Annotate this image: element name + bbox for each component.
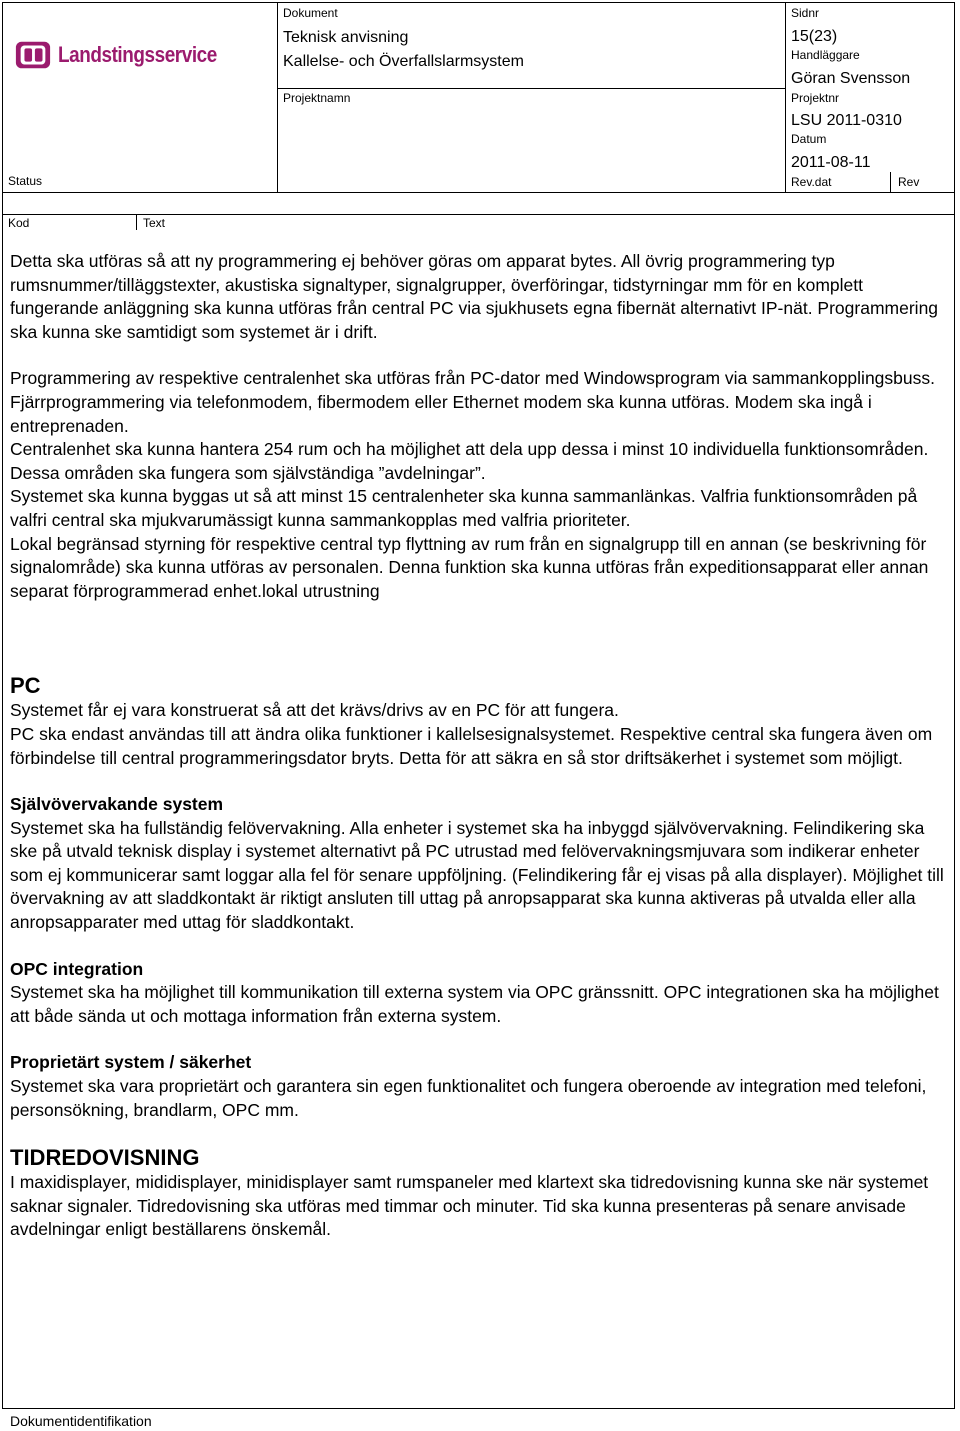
sidnr-value: 15(23) (791, 28, 838, 45)
document-title: Kallelse- och Överfallslarmsystem (283, 53, 524, 70)
document-header (2, 2, 955, 230)
document-body (10, 250, 952, 1242)
paragraph: Systemet ska ha möjlighet till kommunikation till externa system via OPC gränssnitt. OPC integrationen ska ha möjlighet att både sända ut och mottaga information från externa system. (10, 982, 939, 1026)
section-heading-pc: PC (10, 673, 41, 699)
projektnr-value: LSU 2011-0310 (791, 112, 902, 129)
projektnamn-label: Projektnamn (283, 91, 351, 105)
sidnr-label: Sidnr (791, 6, 820, 20)
logo-text: Landstingsservice (58, 42, 217, 67)
section-heading-proprietary: Proprietärt system / säkerhet (10, 1052, 252, 1073)
document-type: Teknisk anvisning (283, 29, 409, 46)
logo (14, 36, 243, 74)
section-heading-opc: OPC integration (10, 958, 144, 979)
handlaggare-label: Handläggare (791, 48, 860, 62)
rev-label: Rev (898, 175, 920, 189)
landstingsservice-logo-icon (14, 36, 52, 74)
paragraph: Systemet får ej vara konstruerat så att det krävs/drivs av en PC för att fungera. (10, 700, 619, 721)
status-label: Status (8, 174, 43, 188)
paragraph: Systemet ska ha fullständig felövervakning. Alla enheter i systemet ska ha inbyggd självövervakning. Felindikering ska ske på utvald teknisk display i systemet alternativt på PC utrustad med felövervakningsmjuvara som indikerar enheter som ej kommunicerar samt loggar alla fel för senare uppföljning. (Felindikering får ej visas på alla displayer). Möjlighet till övervakning av att sladdkontakt är riktigt ansluten till uttag på anropsapparat ska kunna aktiveras på utvalda eller alla anropsapparater med uttag för sladdkontakt. (10, 817, 944, 933)
paragraph: I maxidisplayer, mididisplayer, minidisplayer samt rumspaneler med klartext ska tidredovisning kunna ske när systemet saknar signaler. Tidredovisning ska utföras med timmar och minuter. Tid ska kunna presenteras på senare anvisade avdelningar enligt beställarens önskemål. (10, 1172, 929, 1240)
paragraph: Programmering av respektive centralenhet ska utföras från PC-dator med Windowsprogram via sammankopplingsbuss. Fjärrprogrammering via telefonmodem, fibermodem eller Ethernet modem ska kunna utföras. Modem ska ingå i entreprenaden. (10, 368, 935, 436)
paragraph: Centralenhet ska kunna hantera 254 rum och ha möjlighet att dela upp dessa i minst 10 individuella funktionsområden. Dessa områden ska fungera som självständiga ”avdelningar”. (10, 439, 929, 483)
section-heading-self-monitoring: Självövervakande system (10, 794, 224, 815)
datum-label: Datum (791, 132, 827, 146)
revdat-label: Rev.dat (791, 175, 832, 189)
paragraph: Detta ska utföras så att ny programmering ej behöver göras om apparat bytes. All övrig programmering typ rumsnummer/tilläggstexter, akustiska signaltyper, signalgrupper, överföringar, tidstyrningar mm för en komplett fungerande anläggning ska kunna utföras från central PC via sjukhusets egna fibernät alternativt IP-nät. Programmering ska kunna ske samtidigt som systemet är i drift. (10, 251, 939, 342)
paragraph: Systemet ska kunna byggas ut så att minst 15 centralenheter ska kunna sammanlänkas. Valfria funktionsområden på valfri central ska mjukvarumässigt kunna sammankopplas med valfria prioriteter. (10, 486, 918, 530)
kod-label: Kod (8, 216, 30, 230)
paragraph: Systemet ska vara proprietärt och garantera sin egen funktionalitet och fungera oberoende av integration med telefoni, personsökning, brandlarm, OPC mm. (10, 1076, 927, 1120)
text-label: Text (143, 216, 166, 230)
document-id-label: Dokumentidentifikation (10, 1413, 152, 1429)
handlaggare-value: Göran Svensson (791, 70, 911, 87)
paragraph: Lokal begränsad styrning för respektive central typ flyttning av rum från en signalgrupp till en annan (se beskrivning för signalområde) ska kunna utföras av personalen. Denna funktion ska kunna utföras från expeditionsapparat eller annan separat förprogrammerad enhet.lokal utrustning (10, 533, 929, 601)
document-label: Dokument (283, 6, 338, 20)
paragraph: PC ska endast användas till att ändra olika funktioner i kallelsesignalsystemet. Respektive central ska fungera även om förbindelse till central programmeringsdator bryts. Detta för att säkra en så stor driftsäkerhet i systemet som möjligt. (10, 723, 933, 768)
datum-value: 2011-08-11 (791, 154, 871, 171)
section-heading-tidredovisning: TIDREDOVISNING (10, 1145, 200, 1171)
projektnr-label: Projektnr (791, 91, 840, 105)
